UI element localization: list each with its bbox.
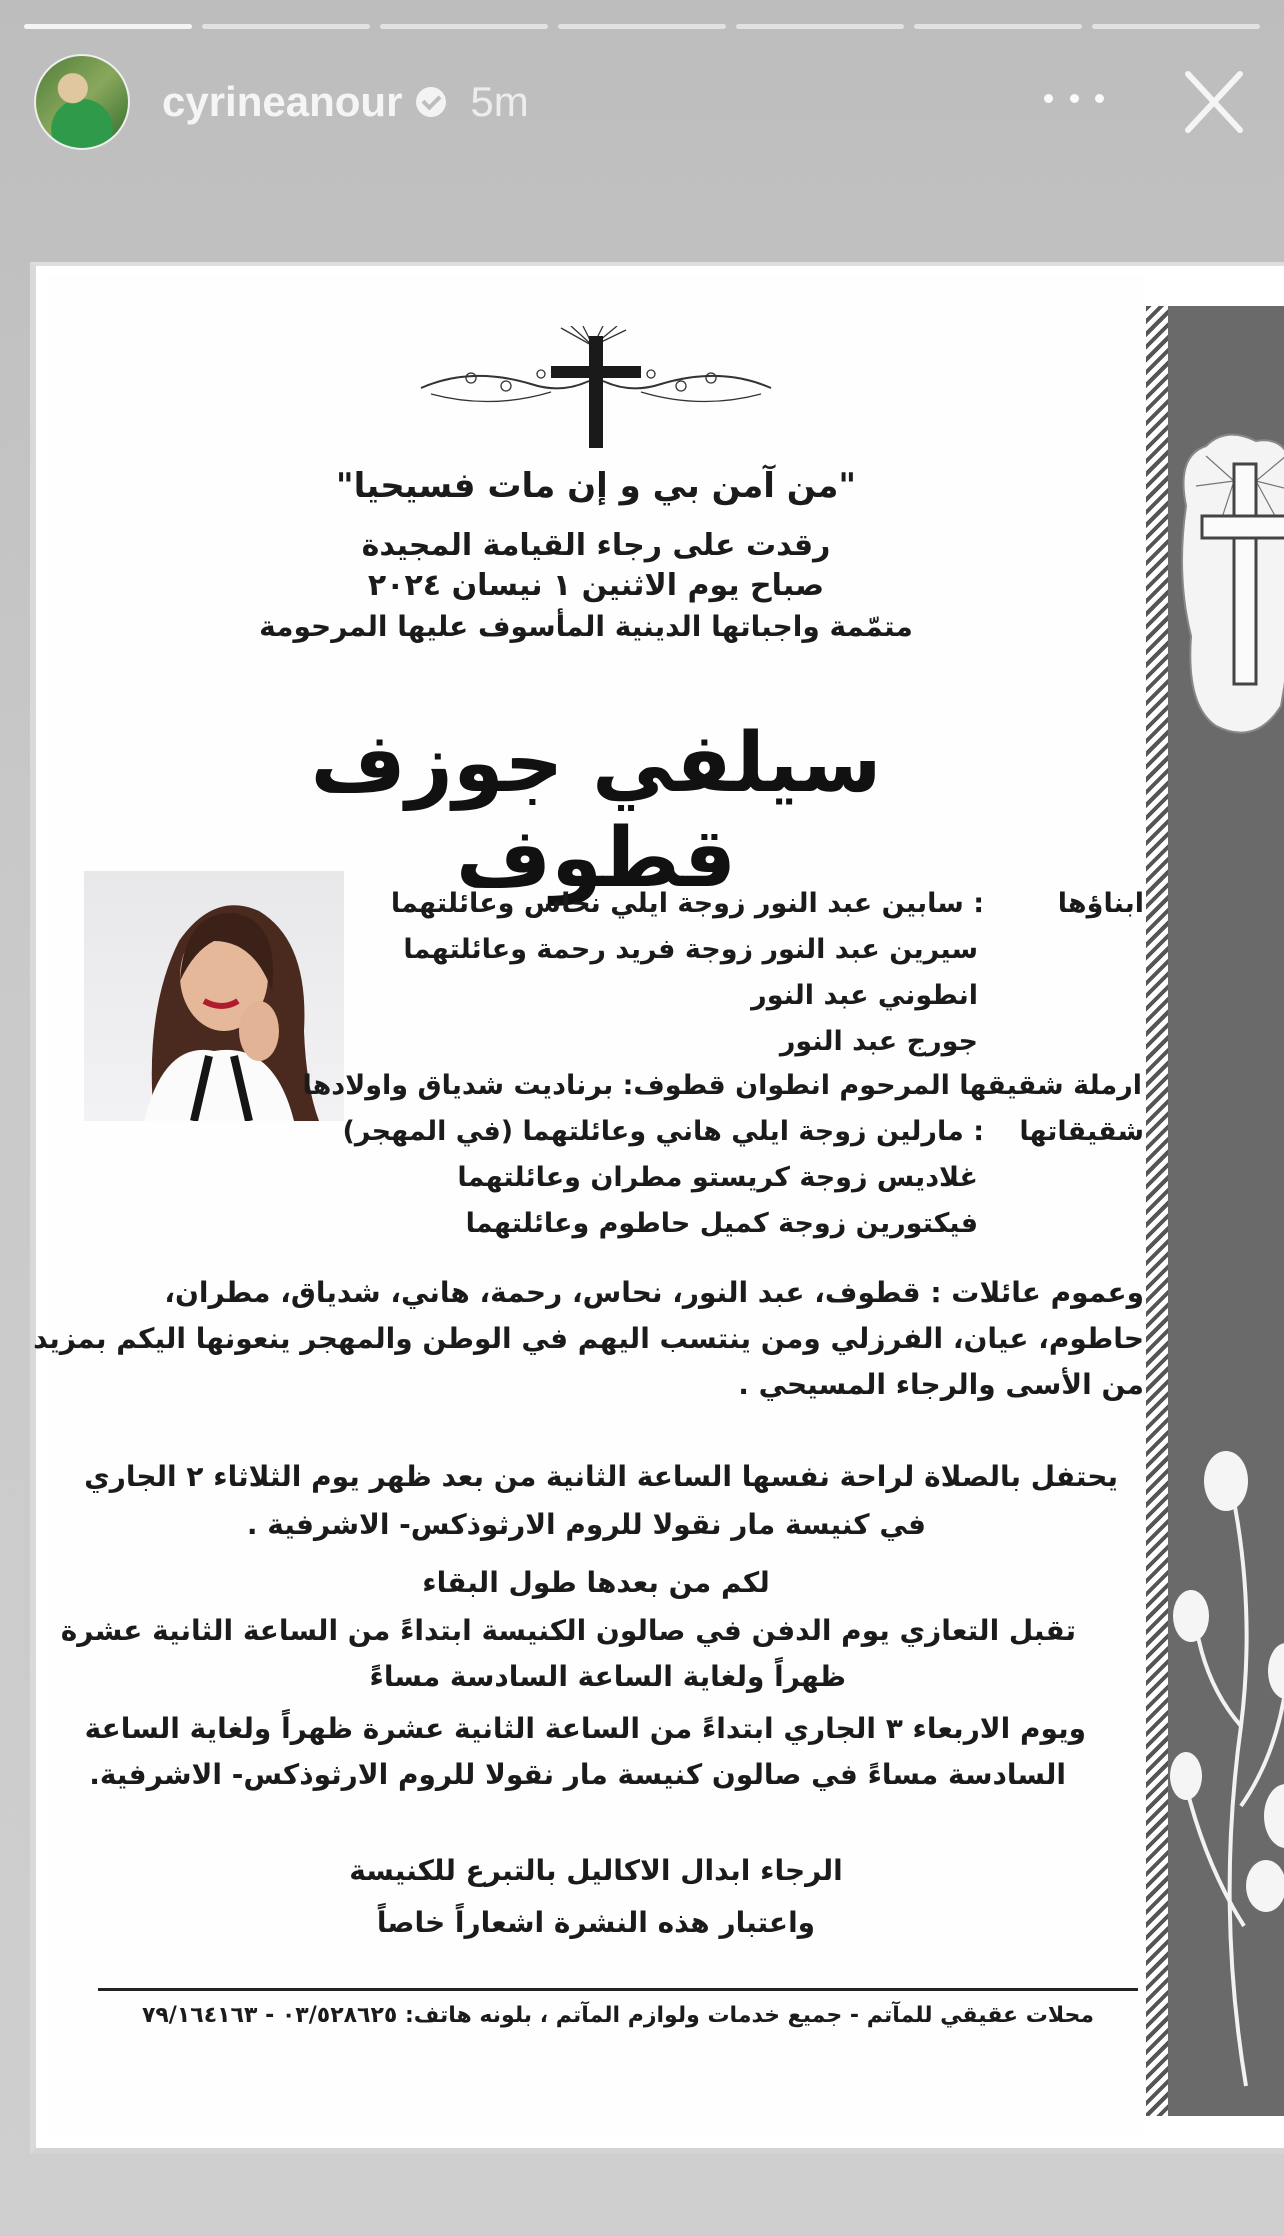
bible-quote: "من آمن بي و إن مات فسيحيا" [335,466,857,506]
more-options-icon[interactable] [1044,78,1104,118]
progress-segment [380,24,548,29]
avatar[interactable] [34,54,130,150]
condolence-line: تقبل التعازي يوم الدفن في صالون الكنيسة ابتداءً من الساعة الثانية عشرة [60,1614,1076,1647]
obituary-card [30,262,1284,2154]
decorative-sidebar [1146,306,1284,2116]
son-line: انطوني عبد النور [751,980,978,1011]
long-life-line: لكم من بعدها طول البقاء [422,1566,770,1599]
verified-badge-icon [416,87,446,117]
intro-line: رقدت على رجاء القيامة المجيدة [361,528,831,563]
widow-line: ارملة شقيقها المرحوم انطوان قطوف: برناديت شدياق واولادها [302,1070,1142,1101]
son-line: سيرين عبد النور زوجة فريد رحمة وعائلتهما [403,934,978,965]
progress-segment [914,24,1082,29]
progress-segment [24,24,192,29]
prayer-line: يحتفل بالصلاة لراحة نفسها الساعة الثانية من بعد ظهر يوم الثلاثاء ٢ الجاري [84,1460,1118,1493]
families-line: حاطوم، عيان، الفرزلي ومن ينتسب اليهم في الوطن والمهجر ينعونها اليكم بمزيد [33,1322,1144,1355]
close-icon[interactable] [1174,50,1254,154]
families-line: وعموم عائلات : قطوف، عبد النور، نحاس، رحمة، هاني، شدياق، مطران، [164,1276,1144,1309]
son-line: : سابين عبد النور زوجة ايلي نحاس وعائلتهما [390,888,984,919]
progress-segment [736,24,904,29]
funeral-home-footer: محلات عقيقي للمآتم - جميع خدمات ولوازم المآتم ، بلونه هاتف: ٠٣/٥٢٨٦٢٥ - ٧٩/١٦٤١٦٣ [141,2003,1095,2028]
progress-segment [202,24,370,29]
obituary-paper [33,276,1146,2136]
progress-segment [1092,24,1260,29]
intro-line: متمّمة واجباتها الدينية المأسوف عليها المرحومة [259,610,913,643]
sister-line: فيكتورين زوجة كميل حاطوم وعائلتهما [465,1208,978,1239]
families-line: من الأسى والرجاء المسيحي . [738,1368,1144,1401]
condolence-line: السادسة مساءً في صالون كنيسة مار نقولا للروم الارثوذكس- الاشرفية. [89,1758,1066,1791]
sons-label: ابناؤها [1057,888,1144,919]
progress-segment [558,24,726,29]
condolence-line: ويوم الاربعاء ٣ الجاري ابتداءً من الساعة الثانية عشرة ظهراً ولغاية الساعة [84,1712,1086,1745]
request-line: الرجاء ابدال الاكاليل بالتبرع للكنيسة [349,1854,843,1887]
sister-line: : مارلين زوجة ايلي هاني وعائلتهما (في المهجر) [342,1116,984,1147]
intro-line: صباح يوم الاثنين ١ نيسان ٢٠٢٤ [367,568,825,603]
deceased-name: سيلفي جوزف قطوف [310,716,882,906]
sister-line: غلاديس زوجة كريستو مطران وعائلتهما [457,1162,978,1193]
story-header [34,50,1254,154]
username[interactable]: cyrineanour [162,78,403,125]
cross-icon [411,326,781,456]
side-cross-icon [1146,306,1284,2116]
sisters-label: شقيقاتها [1019,1116,1144,1147]
request-line: واعتبار هذه النشرة اشعاراً خاصاً [376,1906,816,1939]
story-progress [24,24,1260,29]
footer-divider [98,1988,1138,1991]
time-ago: 5m [470,78,529,125]
son-line: جورج عبد النور [779,1026,978,1057]
condolence-line: ظهراً ولغاية الساعة السادسة مساءً [369,1660,846,1693]
prayer-line: في كنيسة مار نقولا للروم الارثوذكس- الاشرفية . [246,1508,926,1541]
